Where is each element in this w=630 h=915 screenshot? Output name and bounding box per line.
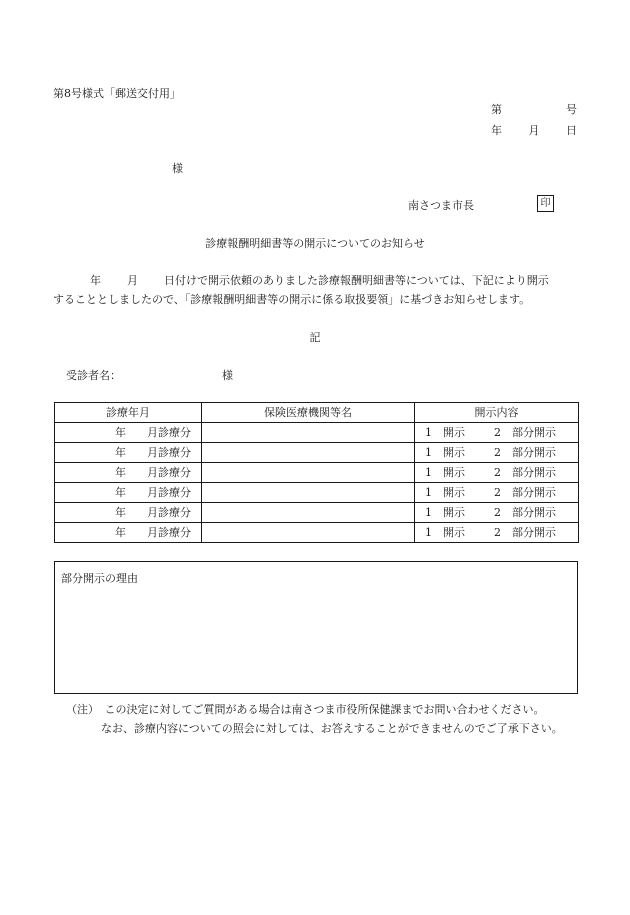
period-year: 年 xyxy=(115,506,126,519)
institution-cell[interactable] xyxy=(202,463,415,483)
document-number xyxy=(491,104,577,115)
period-cell xyxy=(55,443,202,463)
disclosure-cell xyxy=(415,443,579,463)
table-row xyxy=(55,523,579,543)
period-year: 年 xyxy=(115,446,126,459)
period-cell xyxy=(55,423,202,443)
document-date xyxy=(491,125,577,136)
disclosure-cell xyxy=(415,483,579,503)
option-disclose[interactable]: 1 開示 xyxy=(425,506,465,519)
table-row xyxy=(55,483,579,503)
patient-sama: 様 xyxy=(222,369,233,382)
period-month: 月診療分 xyxy=(147,446,191,459)
body-line-2: することとしましたので、「診療報酬明細書等の開示に係る取扱要領」に基づきお知らせします。 xyxy=(53,293,531,306)
option-disclose[interactable]: 1 開示 xyxy=(425,526,465,539)
number-suffix: 号 xyxy=(566,103,577,116)
header-institution: 保険医療機関等名 xyxy=(202,403,415,423)
body-month: 月 xyxy=(127,274,138,287)
period-year: 年 xyxy=(115,526,126,539)
table-row xyxy=(55,463,579,483)
table-row xyxy=(55,503,579,523)
period-cell xyxy=(55,523,202,543)
disclosure-table xyxy=(54,402,579,543)
period-cell xyxy=(55,483,202,503)
body-year: 年 xyxy=(90,274,101,287)
disclosure-cell xyxy=(415,463,579,483)
date-year: 年 xyxy=(491,124,502,137)
number-prefix: 第 xyxy=(491,103,502,116)
header-period: 診療年月 xyxy=(55,403,202,423)
date-day: 日 xyxy=(566,124,577,137)
option-partial[interactable]: 2 部分開示 xyxy=(494,446,556,459)
option-partial[interactable]: 2 部分開示 xyxy=(494,486,556,499)
period-year: 年 xyxy=(115,426,126,439)
option-partial[interactable]: 2 部分開示 xyxy=(494,506,556,519)
institution-cell[interactable] xyxy=(202,503,415,523)
period-month: 月診療分 xyxy=(147,426,191,439)
header-disclosure: 開示内容 xyxy=(415,403,579,423)
institution-cell[interactable] xyxy=(202,443,415,463)
disclosure-cell xyxy=(415,503,579,523)
form-label: 第8号様式「郵送交付用」 xyxy=(53,87,181,100)
period-month: 月診療分 xyxy=(147,486,191,499)
option-disclose[interactable]: 1 開示 xyxy=(425,446,465,459)
option-partial[interactable]: 2 部分開示 xyxy=(494,426,556,439)
body-line-1 xyxy=(53,275,577,286)
institution-cell[interactable] xyxy=(202,523,415,543)
disclosure-cell xyxy=(415,523,579,543)
period-month: 月診療分 xyxy=(147,466,191,479)
period-cell xyxy=(55,463,202,483)
institution-cell[interactable] xyxy=(202,423,415,443)
option-disclose[interactable]: 1 開示 xyxy=(425,466,465,479)
option-partial[interactable]: 2 部分開示 xyxy=(494,526,556,539)
period-month: 月診療分 xyxy=(147,526,191,539)
document-title: 診療報酬明細書等の開示についてのお知らせ xyxy=(205,237,425,250)
partial-reason-label: 部分開示の理由 xyxy=(61,572,138,585)
period-year: 年 xyxy=(115,466,126,479)
disclosure-cell xyxy=(415,423,579,443)
sender-name: 南さつま市長 xyxy=(408,199,474,212)
option-disclose[interactable]: 1 開示 xyxy=(425,486,465,499)
addressee-sama: 様 xyxy=(172,162,183,175)
partial-reason-box[interactable] xyxy=(54,561,578,694)
option-partial[interactable]: 2 部分開示 xyxy=(494,466,556,479)
patient-label: 受診者名： xyxy=(66,369,121,382)
note-line-1: （注） この決定に対してご質問がある場合は南さつま市役所保健課までお問い合わせください。 xyxy=(66,703,545,716)
institution-cell[interactable] xyxy=(202,483,415,503)
period-year: 年 xyxy=(115,486,126,499)
ki-heading: 記 xyxy=(309,331,321,344)
period-cell xyxy=(55,503,202,523)
period-month: 月診療分 xyxy=(147,506,191,519)
table-row xyxy=(55,423,579,443)
table-header-row xyxy=(55,403,579,423)
date-month: 月 xyxy=(528,124,540,137)
note-line-2: なお、診療内容についての照会に対しては、お答えすることができませんのでご了承下さい。 xyxy=(101,722,563,735)
table-row xyxy=(55,443,579,463)
option-disclose[interactable]: 1 開示 xyxy=(425,426,465,439)
seal-stamp: 印 xyxy=(537,195,554,212)
body-line-1-text: 日付けで開示依頼のありました診療報酬明細書等については、下記により開示 xyxy=(164,274,549,287)
